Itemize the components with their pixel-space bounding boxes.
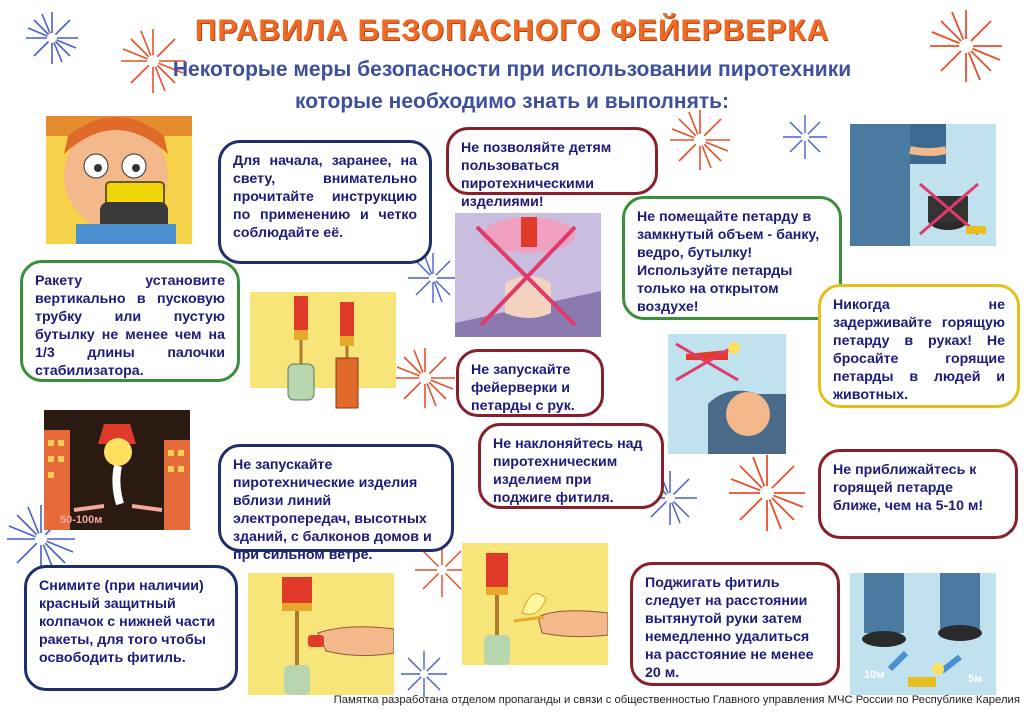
rule-remove-red-cap [24, 565, 238, 691]
rule-hold-burning [818, 284, 1020, 408]
poster-title: ПРАВИЛА БЕЗОПАСНОГО ФЕЙЕРВЕРКА [194, 14, 830, 47]
hand-firecracker-illustration [668, 334, 786, 454]
firework-icon [668, 108, 732, 172]
rule-rocket-vertical [20, 260, 240, 382]
rule-text: Не запускайте пиротехнические изделия вблизи линий электропередач, высотных зданий, с балконов домов и при сильном ветре. [233, 457, 432, 563]
rule-text: Не позволяйте детям пользоваться пиротехническими изделиями! [461, 140, 612, 210]
boy-reading-illustration [46, 116, 192, 244]
rule-fuse-distance [630, 562, 840, 686]
rule-text: Снимите (при наличии) красный защитный колпачок с нижней части ракеты, для того чтобы освободить фитиль. [39, 578, 216, 666]
rule-closed-space [622, 196, 842, 320]
children-prohibited-illustration [455, 213, 601, 337]
firework-icon [726, 452, 808, 534]
rule-text: Для начала, заранее, на свету, внимательно прочитайте инструкцию по применению и четко соблюдайте её. [233, 153, 417, 241]
rocket-bottle-illustration [250, 292, 396, 412]
city-rocket-illustration [44, 410, 190, 530]
rule-text: Никогда не задерживайте горящую петарду в руках! Не бросайте горящие петарды в людей и животных. [833, 297, 1005, 403]
rule-read-instructions [218, 140, 432, 264]
rule-children [446, 127, 658, 210]
footer-credit: Памятка разработана отделом пропаганды и связи с общественностью Главного управления МЧС России по Республике Карелия [333, 694, 1020, 706]
rule-power-lines [218, 444, 454, 563]
keep-distance-illustration [850, 573, 996, 695]
rule-text: Не помещайте петарду в замкнутый объем - банку, ведро, бутылку! Используйте петарды только на открытом воздухе! [637, 209, 820, 315]
rule-text: Не запускайте фейерверки и петарды с рук. [471, 362, 575, 414]
remove-cap-illustration [248, 573, 394, 695]
poster-subtitle-line-1: Некоторые меры безопасности при использовании пиротехники [172, 58, 852, 81]
rule-text: Не наклоняйтесь над пиротехническим изделием при поджиге фитиля. [493, 436, 643, 506]
poster-subtitle-line-2: которые необходимо знать и выполнять: [294, 90, 730, 113]
rule-not-from-hands [456, 349, 604, 417]
rule-text: Не приближайтесь к горящей петарде ближе, чем на 5-10 м! [833, 462, 984, 514]
lighting-fuse-illustration [462, 543, 608, 665]
rule-approach-distance [818, 449, 1018, 539]
distance-10m-label: 10м [864, 669, 885, 681]
firework-icon [392, 345, 458, 411]
closed-container-illustration [850, 124, 996, 246]
rule-do-not-lean [478, 423, 664, 509]
firework-icon [780, 112, 830, 162]
rule-text: Поджигать фитиль следует на расстоянии вытянутой руки затем немедленно удалиться на расстояние не менее 20 м. [645, 575, 814, 681]
rule-text: Ракету установите вертикально в пусковую трубку или пустую бутылку не менее чем на 1/3 длины палочки стабилизатора. [35, 273, 225, 379]
distance-label: 50-100м [60, 514, 103, 526]
firework-icon [398, 648, 450, 700]
distance-5m-label: 5м [968, 673, 983, 685]
